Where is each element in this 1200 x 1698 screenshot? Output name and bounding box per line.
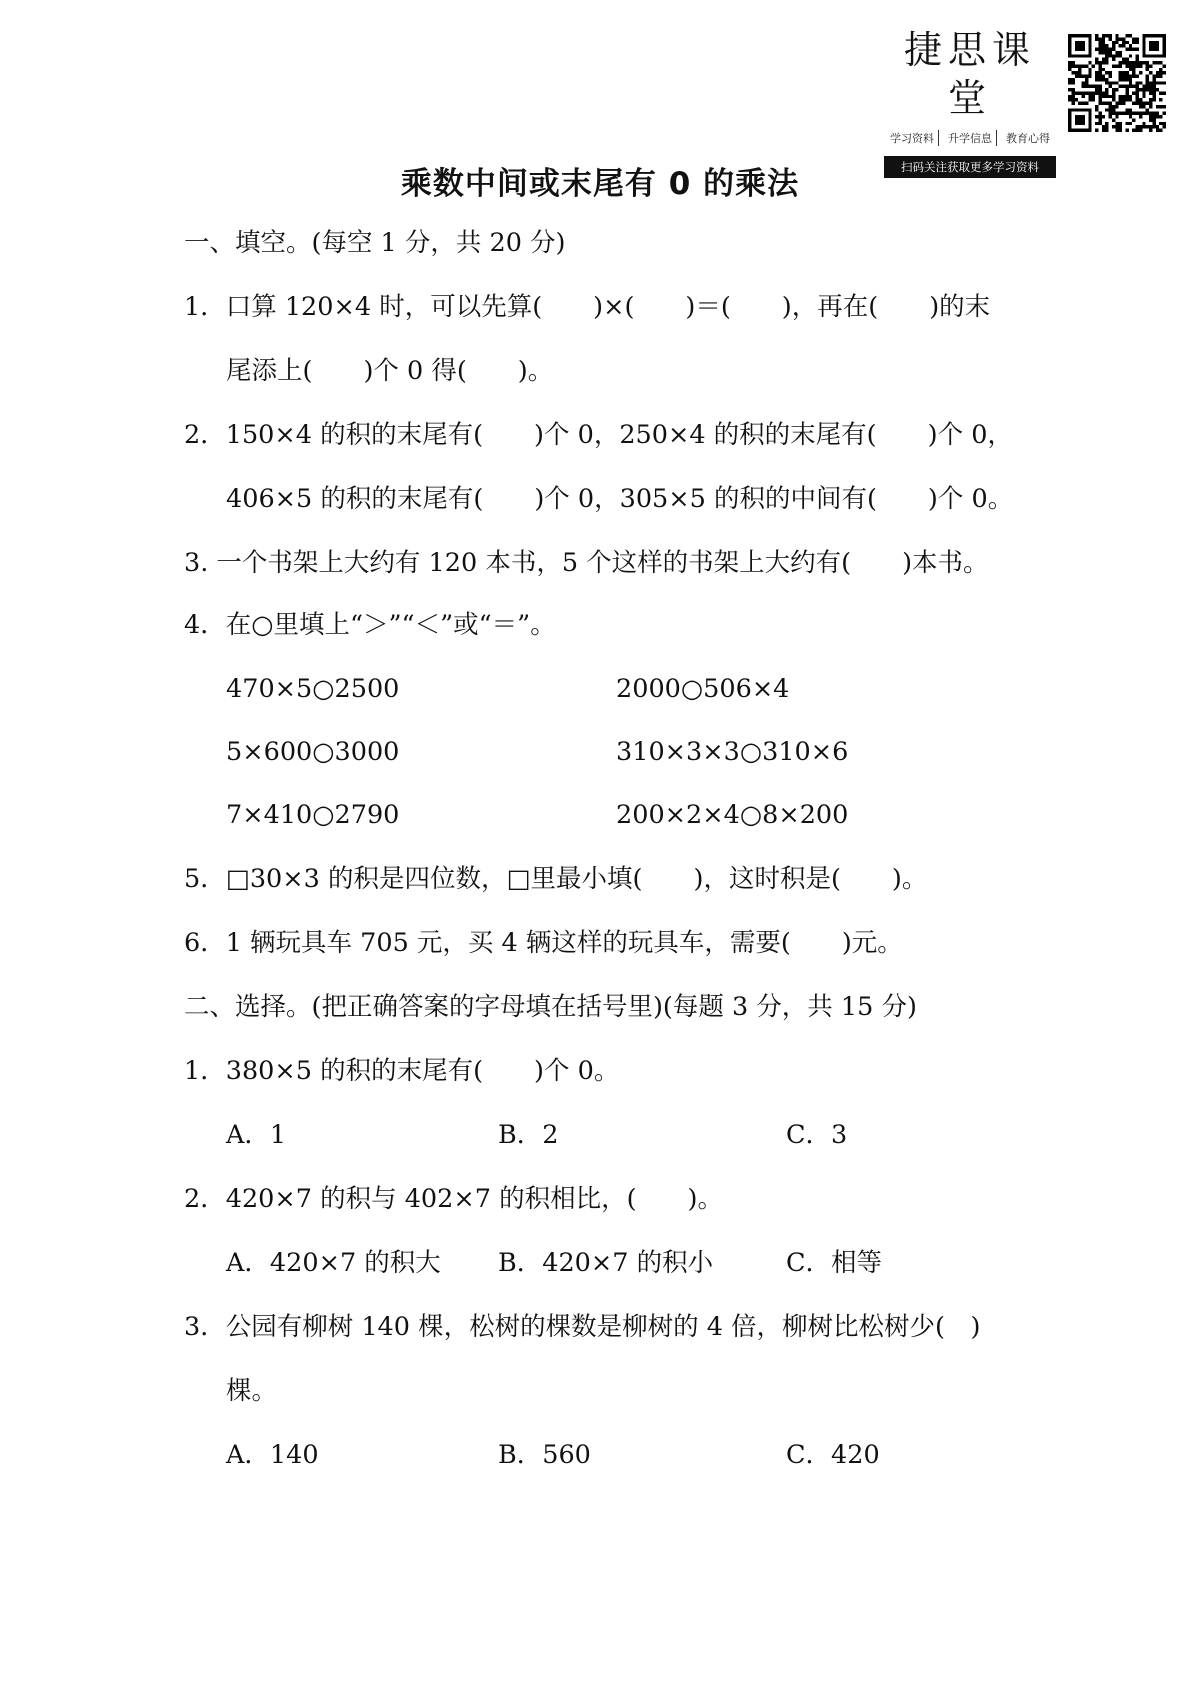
brand-name: 捷思课堂 [903,28,1036,120]
brand-tag: 教育心得 [1006,132,1050,145]
comparison-item: 5×600○3000 [226,737,400,767]
question-text: 4．在○里填上“＞”“＜”或“＝”。 [184,610,556,640]
question-text: 1．380×5 的积的末尾有( )个 0。 [184,1056,620,1086]
question-text: 406×5 的积的末尾有( )个 0，305×5 的积的中间有( )个 0。 [226,484,1014,514]
answer-option: B．420×7 的积小 [498,1248,714,1278]
question-text: 1．口算 120×4 时，可以先算( )×( )＝( )，再在( )的末 [184,292,991,322]
question-text: 5．□30×3 的积是四位数，□里最小填( )，这时积是( )。 [184,864,928,894]
answer-option: C．相等 [786,1248,883,1278]
answer-option: A．420×7 的积大 [226,1248,441,1278]
section-heading-fill-blank: 一、填空。(每空 1 分，共 20 分) [184,228,566,258]
question-text: 2．150×4 的积的末尾有( )个 0，250×4 的积的末尾有( )个 0， [184,420,1013,450]
answer-option: A．1 [226,1120,287,1150]
question-text: 6．1 辆玩具车 705 元，买 4 辆这样的玩具车，需要( )元。 [184,928,903,958]
brand-tag: 学习资料 [886,130,939,146]
answer-option: B．560 [498,1440,591,1470]
comparison-item: 2000○506×4 [616,674,790,704]
question-text: 3. 一个书架上大约有 120 本书，5 个这样的书架上大约有( )本书。 [184,548,989,578]
comparison-item: 470×5○2500 [226,674,400,704]
question-text: 棵。 [226,1376,278,1406]
brand-banner: 扫码关注获取更多学习资料 [884,156,1056,178]
comparison-item: 7×410○2790 [226,800,400,830]
question-text: 2．420×7 的积与 402×7 的积相比，( )。 [184,1184,723,1214]
brand-tag: 升学信息 [944,130,997,146]
qr-code-icon [1068,34,1166,132]
answer-option: C．3 [786,1120,848,1150]
answer-option: A．140 [226,1440,319,1470]
question-text: 尾添上( )个 0 得( )。 [226,356,554,386]
comparison-item: 310×3×3○310×6 [616,737,849,767]
brand-tags [884,130,1056,146]
answer-option: B．2 [498,1120,559,1150]
page-title: 乘数中间或末尾有 0 的乘法 [400,166,800,202]
section-heading-choice: 二、选择。(把正确答案的字母填在括号里)(每题 3 分，共 15 分) [184,992,917,1022]
question-text: 3．公园有柳树 140 棵，松树的棵数是柳树的 4 倍，柳树比松树少( ) [184,1312,981,1342]
brand-logo [884,26,1056,178]
comparison-item: 200×2×4○8×200 [616,800,849,830]
answer-option: C．420 [786,1440,880,1470]
